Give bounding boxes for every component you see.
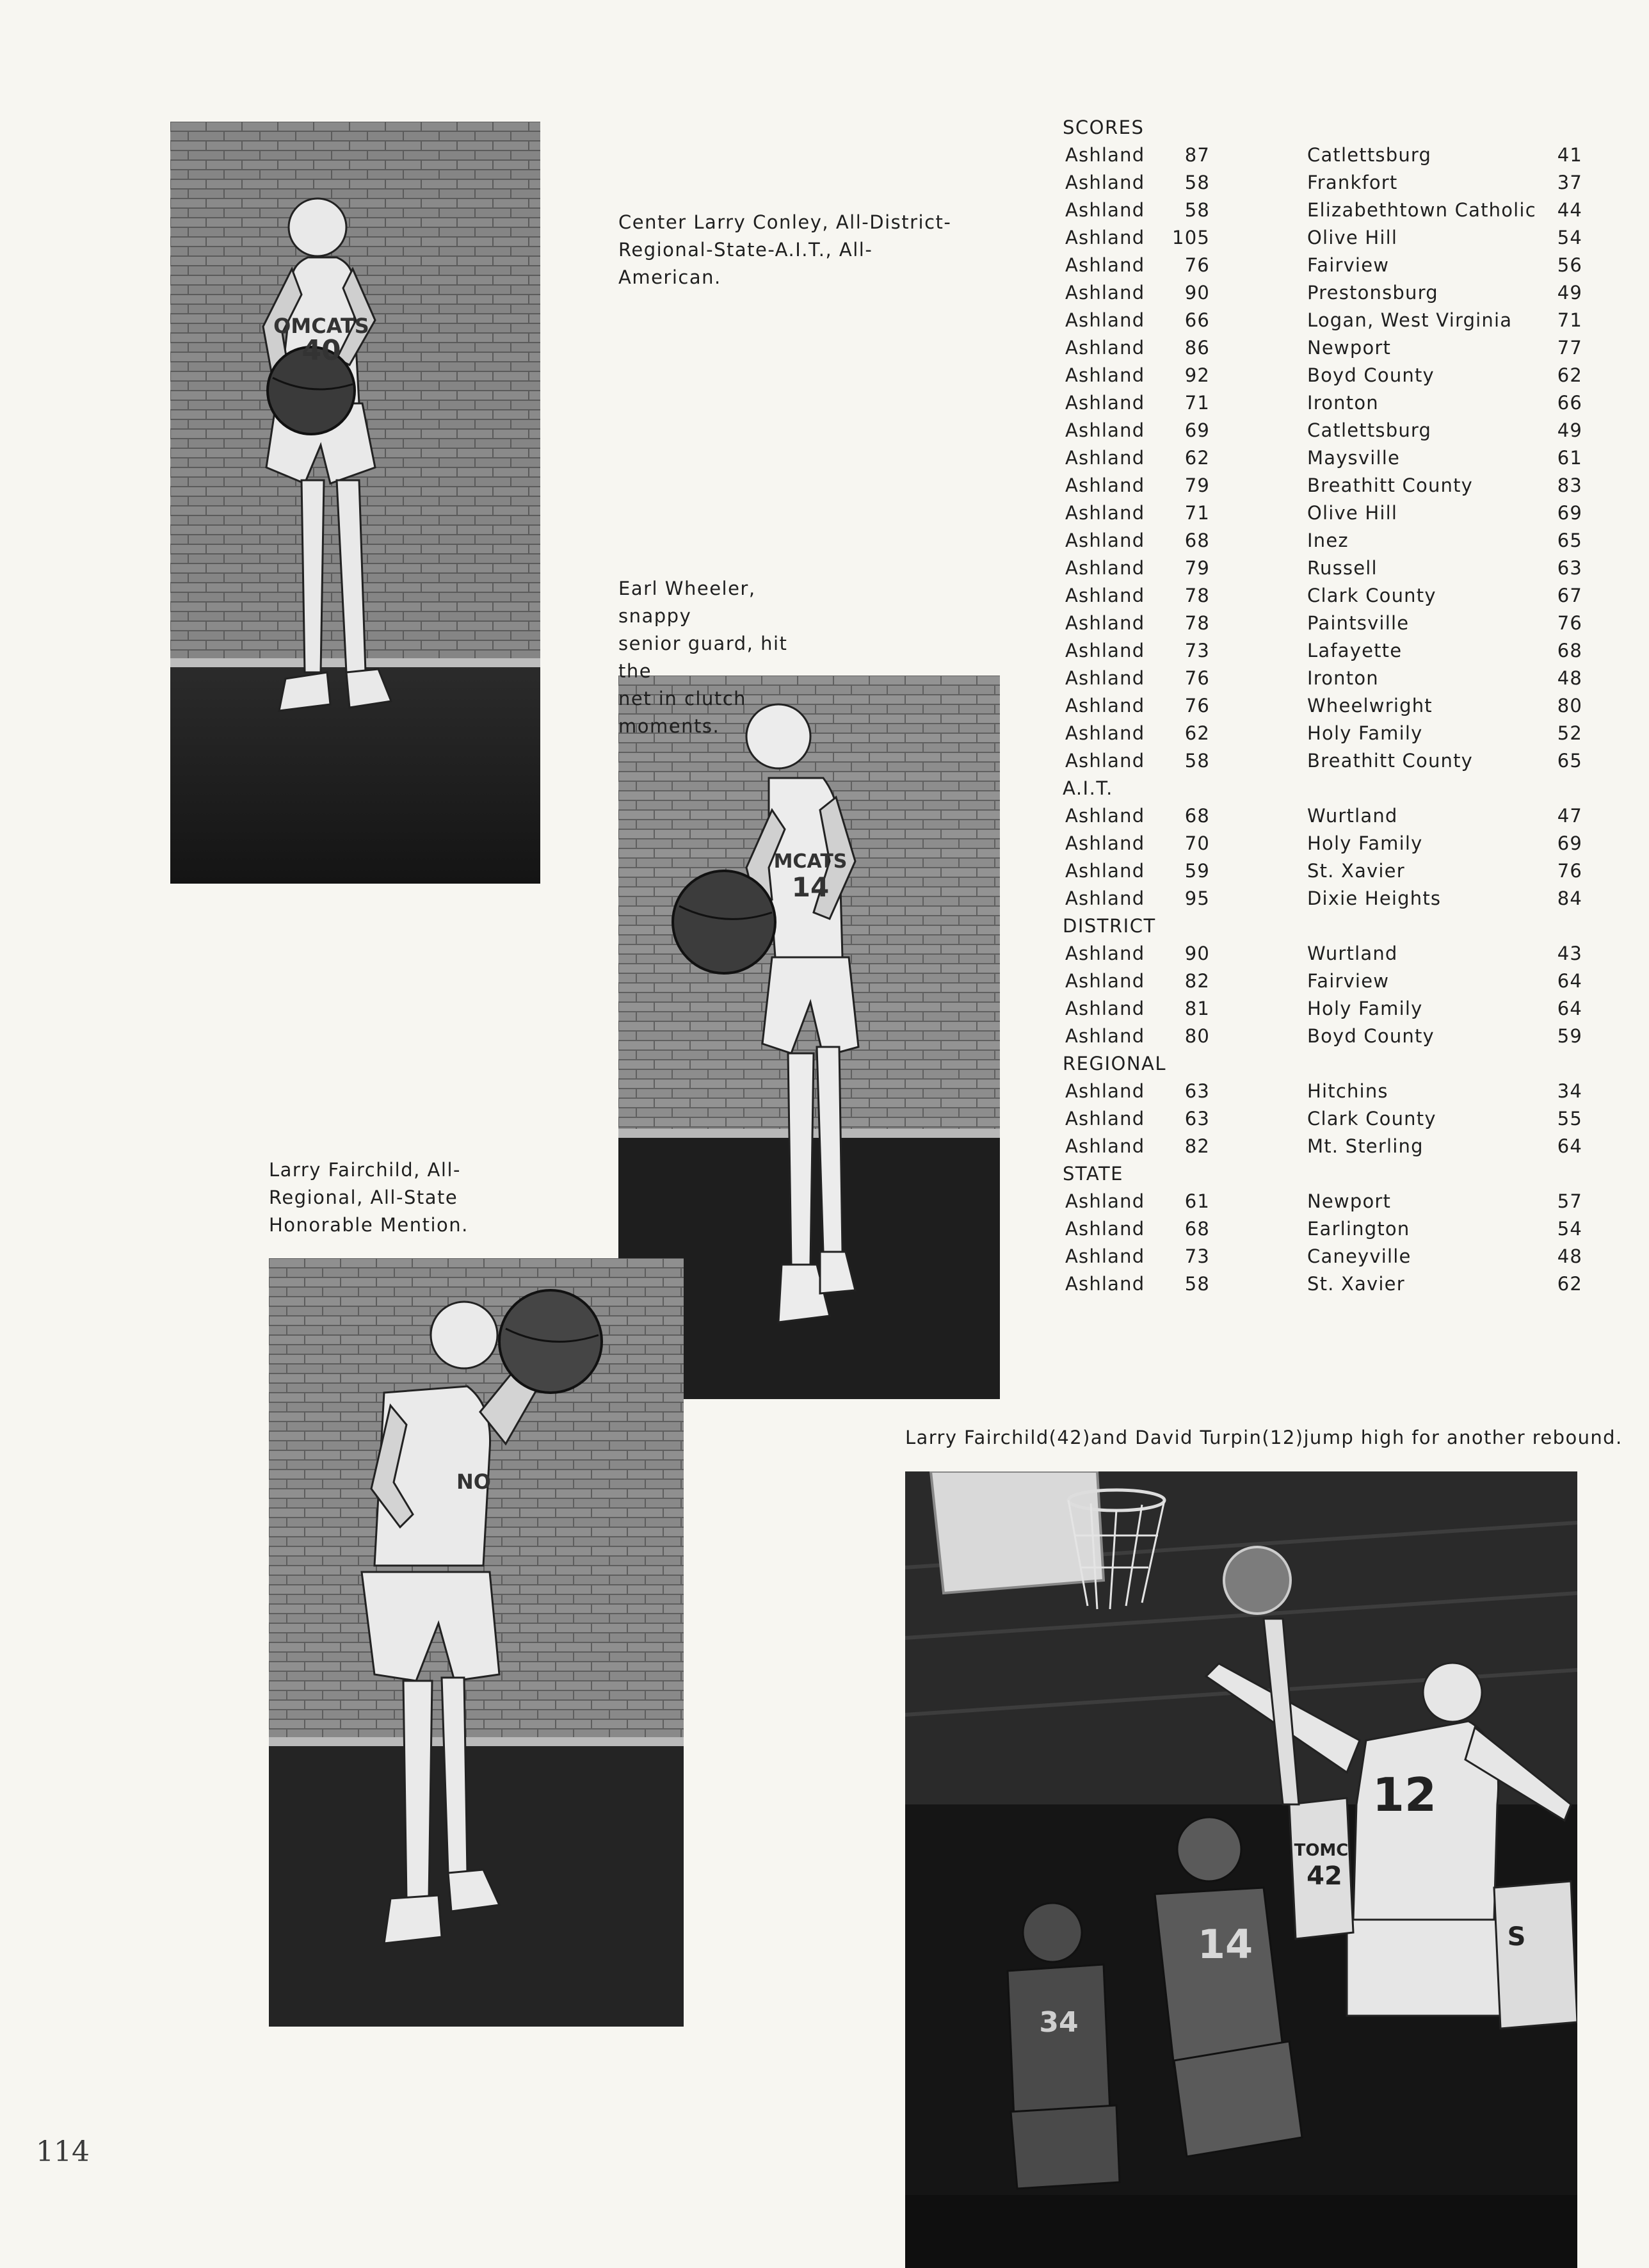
opponent-score: 48 (1557, 1245, 1582, 1267)
opponent-score: 64 (1557, 1135, 1582, 1157)
home-score: 68 (1184, 1218, 1210, 1240)
opponent: Inez (1307, 530, 1349, 551)
home-score: 82 (1184, 970, 1210, 992)
opponent-score: 44 (1557, 199, 1582, 221)
opponent-score: 61 (1557, 447, 1582, 469)
opponent-score: 69 (1557, 502, 1582, 524)
score-row (1063, 527, 1581, 555)
opponent-score: 62 (1557, 364, 1582, 386)
opponent-score: 59 (1557, 1025, 1582, 1047)
home-team: Ashland (1065, 1025, 1145, 1047)
score-row (1063, 968, 1581, 995)
home-team: Ashland (1065, 1080, 1145, 1102)
home-score: 79 (1184, 557, 1210, 579)
scores-section-label: DISTRICT (1063, 915, 1156, 937)
opponent: Paintsville (1307, 612, 1410, 634)
home-team: Ashland (1065, 474, 1145, 496)
caption-line: Honorable Mention. (269, 1214, 469, 1236)
opponent-score: 52 (1557, 722, 1582, 744)
opponent: Newport (1307, 337, 1392, 359)
opponent-score: 80 (1557, 695, 1582, 717)
photo-rebound-action (905, 1471, 1577, 2268)
jersey-lettering-fairchild: NO (456, 1470, 491, 1494)
opponent-score: 64 (1557, 998, 1582, 1019)
scores-section-label: REGIONAL (1063, 1053, 1167, 1074)
jersey-number-42: 42 (1307, 1861, 1342, 1891)
score-row (1063, 665, 1581, 692)
opponent: Caneyville (1307, 1245, 1412, 1267)
opponent: Prestonsburg (1307, 282, 1438, 304)
score-row (1063, 582, 1581, 610)
home-team: Ashland (1065, 1108, 1145, 1130)
score-row (1063, 1078, 1581, 1105)
opponent: Holy Family (1307, 998, 1423, 1019)
opponent-score: 63 (1557, 557, 1582, 579)
opponent-score: 76 (1557, 860, 1582, 882)
score-row (1063, 499, 1581, 527)
opponent: Elizabethtown Catholic (1307, 199, 1536, 221)
home-score: 58 (1184, 172, 1210, 193)
home-score: 76 (1184, 254, 1210, 276)
opponent: Fairview (1307, 970, 1390, 992)
home-team: Ashland (1065, 943, 1145, 964)
home-team: Ashland (1065, 805, 1145, 827)
caption-line: senior guard, hit the (618, 633, 788, 682)
opponent-score: 65 (1557, 750, 1582, 772)
home-score: 63 (1184, 1108, 1210, 1130)
opponent: Breathitt County (1307, 474, 1474, 496)
caption-line: Regional, All-State (269, 1187, 458, 1208)
opponent-score: 47 (1557, 805, 1582, 827)
home-score: 80 (1184, 1025, 1210, 1047)
caption-rebound: Larry Fairchild(42)and David Turpin(12)jump high for another rebound. (905, 1427, 1623, 1448)
score-row (1063, 1270, 1581, 1298)
score-row (1063, 1023, 1581, 1050)
home-score: 58 (1184, 199, 1210, 221)
scores-table (1063, 114, 1581, 1298)
home-team: Ashland (1065, 557, 1145, 579)
home-team: Ashland (1065, 1245, 1145, 1267)
opponent: Mt. Sterling (1307, 1135, 1424, 1157)
home-team: Ashland (1065, 419, 1145, 441)
opponent-score: 67 (1557, 585, 1582, 606)
opponent-score: 56 (1557, 254, 1582, 276)
opponent-score: 54 (1557, 227, 1582, 248)
opponent-score: 49 (1557, 282, 1582, 304)
home-score: 68 (1184, 805, 1210, 827)
jersey-number-12: 12 (1372, 1768, 1437, 1822)
scores-section-label: A.I.T. (1063, 777, 1113, 799)
home-team: Ashland (1065, 640, 1145, 661)
home-team: Ashland (1065, 309, 1145, 331)
opponent: Holy Family (1307, 832, 1423, 854)
jersey-number-14: 14 (1197, 1921, 1253, 1968)
photo-larry-conley (170, 122, 540, 884)
home-score: 63 (1184, 1080, 1210, 1102)
home-score: 81 (1184, 998, 1210, 1019)
score-row (1063, 995, 1581, 1023)
opponent: Wurtland (1307, 943, 1398, 964)
opponent: Lafayette (1307, 640, 1403, 661)
home-score: 78 (1184, 585, 1210, 606)
score-row (1063, 1188, 1581, 1215)
home-score: 59 (1184, 860, 1210, 882)
score-row (1063, 444, 1581, 472)
opponent: St. Xavier (1307, 1273, 1405, 1295)
score-row (1063, 252, 1581, 279)
home-team: Ashland (1065, 392, 1145, 414)
home-score: 86 (1184, 337, 1210, 359)
home-score: 71 (1184, 392, 1210, 414)
opponent: Boyd County (1307, 1025, 1435, 1047)
opponent: Olive Hill (1307, 227, 1398, 248)
score-row (1063, 197, 1581, 224)
opponent: Dixie Heights (1307, 887, 1442, 909)
score-row (1063, 885, 1581, 912)
home-score: 76 (1184, 667, 1210, 689)
home-score: 92 (1184, 364, 1210, 386)
opponent: Russell (1307, 557, 1378, 579)
jersey-lettering-conley: OMCATS (273, 314, 369, 338)
jersey-lettering-wheeler: MCATS (773, 850, 848, 873)
score-row (1063, 940, 1581, 968)
score-row (1063, 1243, 1581, 1270)
score-row (1063, 830, 1581, 857)
opponent-score: 55 (1557, 1108, 1582, 1130)
opponent-score: 37 (1557, 172, 1582, 193)
home-team: Ashland (1065, 585, 1145, 606)
caption-line: Earl Wheeler, snappy (618, 578, 756, 627)
home-team: Ashland (1065, 199, 1145, 221)
home-score: 58 (1184, 750, 1210, 772)
caption-line: Regional-State-A.I.T., All-American. (618, 239, 873, 288)
jersey-number-wheeler: 14 (791, 871, 830, 903)
opponent-score: 71 (1557, 309, 1582, 331)
opponent: Wurtland (1307, 805, 1398, 827)
home-team: Ashland (1065, 530, 1145, 551)
home-team: Ashland (1065, 447, 1145, 469)
home-score: 58 (1184, 1273, 1210, 1295)
opponent-score: 68 (1557, 640, 1582, 661)
caption-larry-conley (618, 209, 954, 291)
opponent-score: 62 (1557, 1273, 1582, 1295)
opponent: Catlettsburg (1307, 419, 1432, 441)
home-score: 70 (1184, 832, 1210, 854)
opponent: Frankfort (1307, 172, 1398, 193)
score-row (1063, 610, 1581, 637)
home-team: Ashland (1065, 887, 1145, 909)
home-team: Ashland (1065, 970, 1145, 992)
caption-line: Larry Fairchild, All- (269, 1159, 461, 1181)
home-score: 61 (1184, 1190, 1210, 1212)
opponent-score: 49 (1557, 419, 1582, 441)
opponent-score: 83 (1557, 474, 1582, 496)
caption-earl-wheeler (618, 575, 826, 740)
home-team: Ashland (1065, 998, 1145, 1019)
home-team: Ashland (1065, 1190, 1145, 1212)
home-score: 76 (1184, 695, 1210, 717)
score-row (1063, 334, 1581, 362)
scores-body (1063, 142, 1581, 1298)
opponent: Clark County (1307, 585, 1436, 606)
home-score: 82 (1184, 1135, 1210, 1157)
home-score: 62 (1184, 447, 1210, 469)
home-team: Ashland (1065, 144, 1145, 166)
home-team: Ashland (1065, 1273, 1145, 1295)
jersey-number-34: 34 (1039, 2006, 1079, 2039)
score-row (1063, 692, 1581, 720)
home-team: Ashland (1065, 502, 1145, 524)
opponent: Earlington (1307, 1218, 1410, 1240)
score-row (1063, 747, 1581, 775)
opponent-score: 54 (1557, 1218, 1582, 1240)
home-score: 66 (1184, 309, 1210, 331)
opponent: Wheelwright (1307, 695, 1433, 717)
score-row (1063, 472, 1581, 499)
home-score: 73 (1184, 1245, 1210, 1267)
home-score: 71 (1184, 502, 1210, 524)
score-row (1063, 637, 1581, 665)
opponent-score: 41 (1557, 144, 1582, 166)
score-row (1063, 362, 1581, 389)
scores-section-label: STATE (1063, 1163, 1123, 1185)
jersey-lettering-42: TOMC (1294, 1841, 1349, 1860)
page-number: 114 (36, 2135, 90, 2168)
opponent: Ironton (1307, 392, 1379, 414)
caption-line: Center Larry Conley, All-District- (618, 211, 952, 233)
opponent-score: 66 (1557, 392, 1582, 414)
home-score: 90 (1184, 943, 1210, 964)
opponent-score: 76 (1557, 612, 1582, 634)
score-row (1063, 279, 1581, 307)
opponent: Logan, West Virginia (1307, 309, 1513, 331)
score-row (1063, 142, 1581, 169)
opponent: Newport (1307, 1190, 1392, 1212)
opponent: Hitchins (1307, 1080, 1388, 1102)
home-team: Ashland (1065, 172, 1145, 193)
jersey-number-conley: 40 (302, 334, 341, 367)
jersey-lettering-right: S (1507, 1922, 1526, 1952)
home-score: 68 (1184, 530, 1210, 551)
home-team: Ashland (1065, 612, 1145, 634)
home-team: Ashland (1065, 667, 1145, 689)
home-team: Ashland (1065, 750, 1145, 772)
home-score: 90 (1184, 282, 1210, 304)
home-team: Ashland (1065, 364, 1145, 386)
home-team: Ashland (1065, 1135, 1145, 1157)
score-row (1063, 169, 1581, 197)
caption-line: net in clutch moments. (618, 688, 747, 737)
home-score: 62 (1184, 722, 1210, 744)
opponent-score: 77 (1557, 337, 1582, 359)
opponent-score: 69 (1557, 832, 1582, 854)
score-row (1063, 1133, 1581, 1160)
home-team: Ashland (1065, 254, 1145, 276)
home-score: 79 (1184, 474, 1210, 496)
opponent-score: 34 (1557, 1080, 1582, 1102)
opponent: Holy Family (1307, 722, 1423, 744)
score-row (1063, 555, 1581, 582)
home-team: Ashland (1065, 695, 1145, 717)
score-row (1063, 307, 1581, 334)
home-score: 73 (1184, 640, 1210, 661)
home-score: 105 (1172, 227, 1210, 248)
opponent: St. Xavier (1307, 860, 1405, 882)
scores-header: SCORES (1063, 117, 1145, 138)
opponent-score: 65 (1557, 530, 1582, 551)
home-team: Ashland (1065, 227, 1145, 248)
score-row (1063, 1105, 1581, 1133)
score-row (1063, 389, 1581, 417)
opponent: Maysville (1307, 447, 1401, 469)
score-row (1063, 224, 1581, 252)
home-team: Ashland (1065, 1218, 1145, 1240)
caption-larry-fairchild (269, 1156, 477, 1239)
score-row (1063, 857, 1581, 885)
opponent-score: 84 (1557, 887, 1582, 909)
photo-larry-fairchild (269, 1258, 684, 2027)
opponent: Fairview (1307, 254, 1390, 276)
home-score: 69 (1184, 419, 1210, 441)
home-score: 95 (1184, 887, 1210, 909)
opponent: Olive Hill (1307, 502, 1398, 524)
opponent-score: 43 (1557, 943, 1582, 964)
home-team: Ashland (1065, 860, 1145, 882)
home-score: 78 (1184, 612, 1210, 634)
home-score: 87 (1184, 144, 1210, 166)
home-team: Ashland (1065, 722, 1145, 744)
opponent-score: 48 (1557, 667, 1582, 689)
home-team: Ashland (1065, 337, 1145, 359)
home-team: Ashland (1065, 832, 1145, 854)
score-row (1063, 720, 1581, 747)
opponent: Ironton (1307, 667, 1379, 689)
opponent: Boyd County (1307, 364, 1435, 386)
opponent: Breathitt County (1307, 750, 1474, 772)
opponent: Catlettsburg (1307, 144, 1432, 166)
score-row (1063, 1215, 1581, 1243)
home-team: Ashland (1065, 282, 1145, 304)
score-row (1063, 802, 1581, 830)
opponent-score: 64 (1557, 970, 1582, 992)
opponent: Clark County (1307, 1108, 1436, 1130)
opponent-score: 57 (1557, 1190, 1582, 1212)
score-row (1063, 417, 1581, 444)
